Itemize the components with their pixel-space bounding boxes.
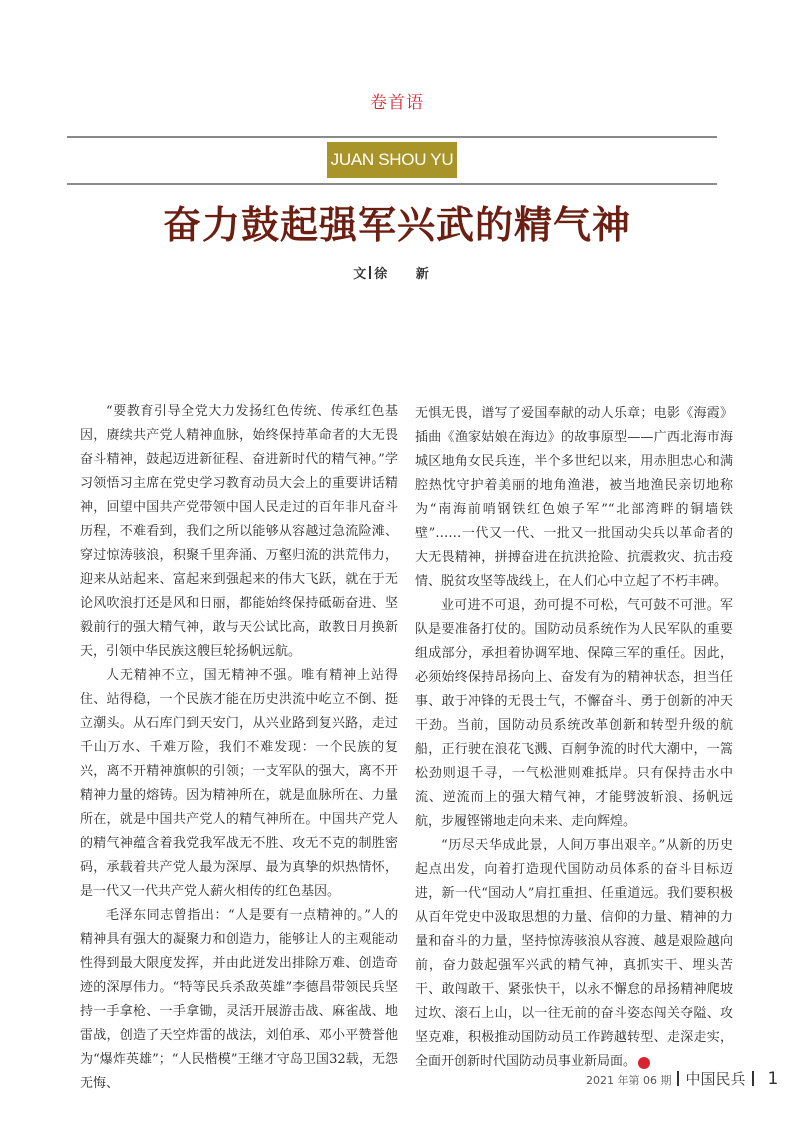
article-column-right [415, 402, 733, 1074]
issue-label: 2021 年第 06 期 [586, 1074, 672, 1087]
author-name: 徐 新 [374, 267, 441, 282]
page-number: 1 [767, 1069, 779, 1089]
byline-prefix: 文 [353, 267, 367, 282]
paragraph: “要教育引导全党大力发扬红色传统、传承红色基因，赓续共产党人精神血脉，始终保持革命者的大无畏奋斗精神，鼓起迈进新征程、奋进新时代的精气神。”学习领悟习主席在党史学习教育动员大会上的重要讲话精神，回望中国共产党带领中国人民走过的百年非凡奋斗历程，不难看到，我们之所以能够从容越过急流险滩、穿过惊涛骇浪，积聚千里奔涌、万壑归流的洪荒伟力，迎来从站起来、富起来到强起来的伟大飞跃，就在于无论风吹浪打还是风和日丽，都能始终保持砥砺奋进、坚毅前行的强大精气神，敢与天公试比高，敢教日月换新天，引领中华民族这艘巨轮扬帆远航。 [80, 404, 398, 659]
article-title: 奋力鼓起强军兴武的精气神 [162, 203, 631, 247]
footer-divider [752, 1071, 754, 1086]
byline-divider [369, 266, 371, 279]
paragraph [415, 834, 733, 1074]
header-rule-bottom [67, 183, 717, 185]
header-rule-top [67, 136, 717, 138]
magazine-end-mark-icon: ⊕ [638, 1057, 650, 1069]
magazine-name: 中国民兵 [685, 1070, 746, 1088]
article-column-left [80, 400, 398, 1096]
paragraph: 业可进不可退，劲可提不可松，气可鼓不可泄。军队是要准备打仗的。国防动员系统作为人民军队的重要组成部分，承担着协调军地、保障三军的重任。因此，必须始终保持昂扬向上、奋发有为的精神状态，担当任事、敢于冲锋的无畏士气，不懈奋斗、勇于创新的冲天干劲。当前，国防动员系统改革创新和转型升级的航船，正行驶在浪花飞溅、百舸争流的时代大潮中，一篙松劲则退千寻，一气松泄则难抵岸。只有保持击水中流、逆流而上的强大精气神，才能劈波斩浪、扬帆远航，步履铿锵地走向未来、走向辉煌。 [415, 598, 733, 829]
paragraph-text: “历尽天华成此景，人间万事出艰辛。”从新的历史起点出发，向着打造现代国防动员体系的奋斗目标迈进，新一代“国动人”肩扛重担、任重道远。我们要积极从百年党史中汲取思想的力量、信仰的力量、精神的力量和奋斗的力量，坚持惊涛骇浪从容渡、越是艰险越向前，奋力鼓起强军兴武的精气神，真抓实干、埋头苦干、敢闯敢干、紧张快干，以永不懈怠的昂扬精神爬坡过坎、滚石上山，以一往无前的奋斗姿态闯关夺隘、攻坚克难，积极推动国防动员工作跨越转型、走深走实，全面开创新时代国防动员事业新局面。 [415, 838, 733, 1069]
footer-divider [677, 1071, 679, 1086]
paragraph: 人无精神不立，国无精神不强。唯有精神上站得住、站得稳，一个民族才能在历史洪流中屹立不倒、挺立潮头。从石库门到天安门，从兴业路到复兴路，走过千山万水、千难万险，我们不难发现：一个民族的复兴，离不开精神旗帜的引领；一支军队的强大，离不开精神力量的熔铸。因为精神所在，就是血脉所在、力量所在，就是中国共产党人的精气神所在。中国共产党人的精气神蕴含着我党我军战无不胜、攻无不克的制胜密码，承载着共产党人最为深厚、最为真挚的炽热情怀，是一代又一代共产党人薪火相传的红色基因。 [80, 668, 398, 899]
paragraph: 无惧无畏，谱写了爱国奉献的动人乐章；电影《海霞》插曲《渔家姑娘在海边》的故事原型——广西北海市海城区地角女民兵连，半个多世纪以来，用赤胆忠心和满腔热忱守护着美丽的地角渔港，被当地渔民亲切地称为“南海前哨钢铁红色娘子军”“北部湾畔的铜墙铁壁”……一代又一代、一批又一批国动尖兵以革命者的大无畏精神，拼搏奋进在抗洪抢险、抗震救灾、抗击疫情、脱贫攻坚等战线上，在人们心中立起了不朽丰碑。 [415, 406, 733, 589]
paragraph: 毛泽东同志曾指出：“人是要有一点精神的。”人的精神具有强大的凝聚力和创造力，能够让人的主观能动性得到最大限度发挥，并由此迸发出排除万难、创造奇迹的深厚伟力。“特等民兵杀敌英雄”李德昌带领民兵坚持一手拿枪、一手拿锄，灵活开展游击战、麻雀战、地雷战，创造了天空炸雷的战法，刘伯承、邓小平赞誉他为“爆炸英雄”；“人民楷模”王继才守岛卫国32载，无怨无悔、 [80, 908, 398, 1091]
byline [0, 263, 794, 282]
section-label: 卷首语 [370, 93, 424, 113]
page-footer [586, 1068, 778, 1089]
section-pinyin-badge: JUAN SHOU YU [327, 142, 457, 178]
